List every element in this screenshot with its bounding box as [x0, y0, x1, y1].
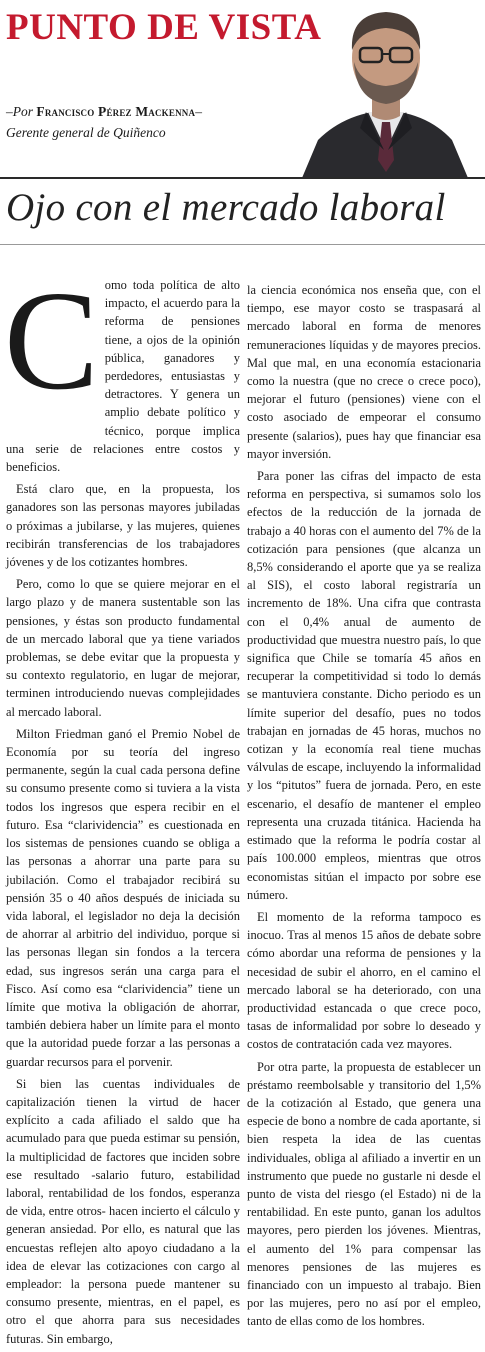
author-role: Gerente general de Quiñenco: [6, 125, 166, 140]
article-column-right: [247, 281, 481, 1335]
author-prefix: –Por: [6, 104, 33, 119]
author-byline: [6, 104, 202, 120]
paragraph: El momento de la reforma tampoco es inocuo. Tras al menos 15 años de debate sobre cómo abordar una reforma de pensiones y la necesidad de subir el ahorro, en el camino el mercado laboral se ha deteriorado, con una productividad estancada o que crece poco, tasas de informalidad por sobre lo deseado y costos de contratación cada vez mayores.: [247, 909, 481, 1052]
header-divider: [0, 177, 485, 179]
paragraph: Pero, como lo que se quiere mejorar en el largo plazo y de manera sustentable son las pensiones, y éstas son producto fundamental de un mercado laboral que ya tiene variados problemas, se debe evitar que la propuesta y su contexto regulatorio, en lugar de mejorar, terminen introduciendo nuevas complejidades al mercado laboral.: [6, 577, 240, 719]
article-header: [0, 0, 485, 178]
section-title: PUNTO DE VISTA: [6, 7, 322, 48]
author-name: Francisco Pérez Mackenna: [36, 104, 196, 119]
article-headline: Ojo con el mercado laboral: [6, 186, 446, 229]
author-portrait: [300, 0, 470, 178]
paragraph: la ciencia económica nos enseña que, con el tiempo, ese mayor costo se traspasará al mercado laboral en forma de menores remuneraciones líquidas y de mayores precios. Mal que mal, en una economía estacionaria como la nuestra (que no crece o crece poco), mejorar el futuro (pensiones) viene con el costo asociado de empeorar el consumo presente (salarios), pues hay que financiar esa mayor inversión.: [247, 283, 481, 461]
paragraph: omo toda política de alto impacto, el acuerdo para la reforma de pensiones tiene, a ojos de la opinión pública, ganadores y perdedores, entusiastas y detractores. Y genera un amplio debate político y técnico, porque implica una serie de relaciones entre costos y beneficios.: [6, 278, 240, 475]
paragraph: Si bien las cuentas individuales de capitalización tienen la virtud de hacer explícito a cada afiliado el saldo que ha acumulado para que pueda estimar su pensión, la multiplicidad de factores que inciden sobre ese resultado -salario futuro, estabilidad laboral, rentabilidad de los fondos, esperanza de vida, entre otros- hacen incierto el cálculo y generan ansiedad. Por ello, es natural que las encuestas reflejen alto apoyo ciudadano a la idea de elevar las cotizaciones con cargo al empleador: la persona puede mantener su consumo presente, mientras, en el papel, es otro el que ahorra para sus necesidades futuras. Sin embargo,: [6, 1076, 240, 1346]
paragraph: Está claro que, en la propuesta, los ganadores son las personas mayores jubiladas o próximas a jubilarse, y las mujeres, quienes recibirán transferencias de los trabajadores jóvenes y de los cotizantes hombres.: [6, 482, 240, 570]
paragraph: Milton Friedman ganó el Premio Nobel de Economía por su teoría del ingreso permanente, según la cual cada persona define su consumo presente como si tuviera a la vista todos los ingresos que espera recibir en el futuro. Esa “clarividencia” es cuestionada en los sistemas de pensiones cuando se obliga a las personas a ahorrar una parte para su jubilación. Como el trabajador recibirá su pensión 35 o 40 años después de iniciada su vida laboral, el legislador no deja la decisión de ahorrar al arbitrio del individuo, porque si las personas llegan sin fondos a la tercera edad, sus ingresos serán una carga para el Fisco. Así como esa “clarividencia” tiene un límite que motiva la obligación de ahorrar, también debiera haber un límite para el monto que la autoridad puede forzar a las personas a guardar recursos para el porvenir.: [6, 726, 240, 1069]
paragraph: Por otra parte, la propuesta de establecer un préstamo reembolsable y transitorio del 1,5% de la cotización al Estado, que genera una especie de bono a nombre de cada aportante, si bien respeta la idea de las cuentas individuales, obliga al afiliado a invertir en un instrumento que puede no gustarle ni desde el punto de vista del riesgo (el Estado) ni de la rentabilidad. En este punto, ganan los adultos mayores, pero pierden los jóvenes. Mientras, el aumento del 1% para compensar las menores pensiones de las mujeres es financiado con un impuesto al trabajo. Bien por las mujeres, pero no así por el empleo, tanto de ellas como de los hombres.: [247, 1059, 481, 1329]
paragraph: Para poner las cifras del impacto de esta reforma en perspectiva, si sumamos solo los efectos de la reducción de la jornada de trabajo a 40 horas con el aumento del 7% de la cotización para pensiones (que alcanza un 8,5% considerando el aporte que ya se realiza al SIS), el costo laboral registraría un incremento de 18%. Una cifra que contrasta con el 0,4% anual de aumento de productividad que muestra nuestro país, lo que significa que Chile se tomaría 45 años en recuperar la competitividad si todo lo demás se mantuviera constante. Dicho periodo es un límite superior del desafío, pues no todos trabajan en jornadas de 45 horas, muchos no cotizan y la economía real tiene muchas válvulas de escape, incluyendo la informalidad y los “pitutos” fuera de jornada. Pero, en este escenario, el desafío de mantener el empleo representa una cruzada titánica. Hacienda ha estimado que la reforma le podría costar al país 100.000 empleos, mientras que otros economistas sitúan el impacto por sobre ese número.: [247, 469, 481, 902]
author-suffix: –: [195, 104, 202, 119]
article-column-left: [4, 261, 240, 1352]
drop-cap: C: [4, 261, 99, 419]
headline-divider: [0, 244, 485, 245]
